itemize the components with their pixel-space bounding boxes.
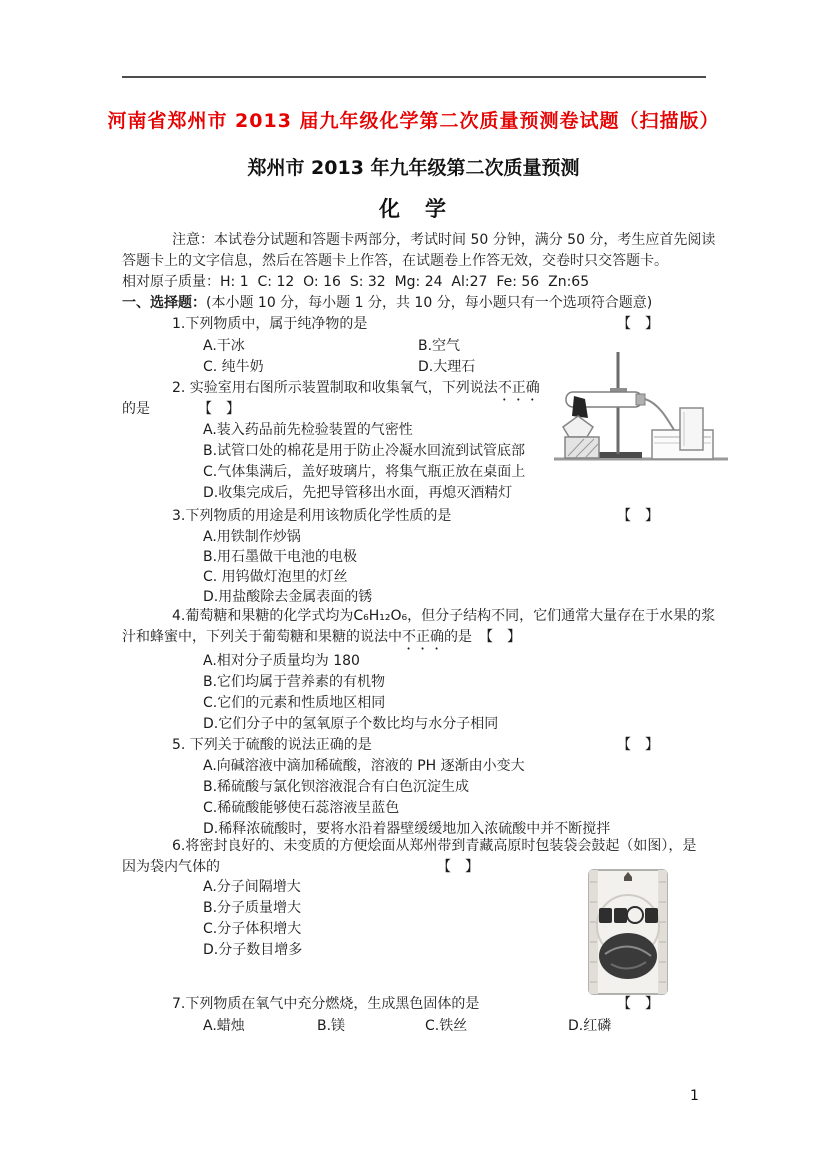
- q2-answer-bracket: 【 】: [198, 401, 240, 417]
- q4-stem-line-2: [122, 627, 718, 648]
- q5-option-b: B.稀硫酸与氯化钡溶液混合有白色沉淀生成: [203, 779, 470, 795]
- q7-answer-bracket: 【 】: [617, 996, 659, 1012]
- q3-option-a: A.用铁制作炒锅: [203, 529, 301, 545]
- q6-option-b: B.分子质量增大: [203, 900, 302, 916]
- q4-option-d: D.它们分子中的氢氧原子个数比均与水分子相同: [203, 716, 499, 732]
- section-header: [122, 293, 718, 314]
- q2-option-d: D.收集完成后，先把导管移出水面，再熄灭酒精灯: [203, 485, 513, 501]
- notice-line-1: 注意：本试卷分试题和答题卡两部分，考试时间 50 分钟，满分 50 分，考生应首先阅读: [172, 232, 716, 248]
- section-label: 一、选择题：: [122, 295, 206, 311]
- q7-stem: 7.下列物质在氧气中充分燃烧，生成黑色固体的是: [172, 996, 480, 1012]
- q7-stem-line: [122, 994, 718, 1015]
- q6-stem-tail: 因为袋内气体的: [122, 859, 220, 875]
- q2-stem-pre: 2. 实验室用右图所示装置制取和收集氧气，下列说法: [172, 380, 498, 396]
- q1-stem: 1.下列物质中，属于纯净物的是: [172, 316, 368, 332]
- gas-apparatus-figure: [548, 344, 738, 466]
- header-divider-line: [122, 76, 706, 78]
- q7-option-d: D.红磷: [568, 1018, 612, 1034]
- q5-answer-bracket: 【 】: [617, 737, 659, 753]
- q2-option-b: B.试管口处的棉花是用于防止冷凝水回流到试管底部: [203, 443, 526, 459]
- q4-option-c: C.它们的元素和性质地区相同: [203, 695, 386, 711]
- q4-answer-bracket: 【 】: [486, 629, 521, 645]
- exam-title: 郑州市 2013 年九年级第二次质量预测: [247, 157, 580, 179]
- q4-option-b: B.它们均属于营养素的有机物: [203, 674, 386, 690]
- page-title: 河南省郑州市 2013 届九年级化学第二次质量预测卷试题（扫描版）: [107, 110, 720, 132]
- q1-option-c: C. 纯牛奶: [203, 359, 264, 375]
- q2-option-a: A.装入药品前先检验装置的气密性: [203, 422, 413, 438]
- q7-options-row: [122, 1016, 718, 1037]
- q6-option-c: C.分子体积增大: [203, 921, 302, 937]
- q4-stem-tail: 的是: [444, 629, 486, 645]
- q3-option-b: B.用石墨做干电池的电极: [203, 549, 358, 565]
- q6-stem-line-1: 6.将密封良好的、未变质的方便烩面从郑州带到青藏高原时包装袋会鼓起（如图），是: [172, 838, 697, 854]
- q2-option-c: C.气体集满后，盖好玻璃片，将集气瓶正放在桌面上: [203, 464, 526, 480]
- q1-answer-bracket: 【 】: [617, 316, 659, 332]
- q3-stem-line: [122, 506, 718, 527]
- notice-line-2: 答题卡上的文字信息，然后在答题卡上作答，在试题卷上作答无效，交卷时只交答题卡。: [122, 253, 668, 269]
- q5-option-a: A.向碱溶液中滴加稀硫酸，溶液的 PH 逐渐由小变大: [203, 758, 525, 774]
- atomic-masses-line: 相对原子质量：H: 1 C: 12 O: 16 S: 32 Mg: 24 Al:27 Fe: 56 Zn:65: [122, 274, 590, 290]
- q4-stem-emphasis: 不正确: [402, 629, 444, 645]
- noodle-package-figure: [583, 866, 673, 998]
- page-number: 1: [690, 1088, 699, 1104]
- q6-answer-bracket: 【 】: [437, 859, 479, 875]
- q1-option-b: B.空气: [418, 338, 461, 354]
- q6-option-a: A.分子间隔增大: [203, 879, 301, 895]
- q5-stem-line: [122, 735, 718, 756]
- q2-stem-tail: 的是: [122, 401, 150, 417]
- q1-option-a: A.干冰: [203, 338, 245, 354]
- section-desc: (本小题 10 分，每小题 1 分，共 10 分，每小题只有一个选项符合题意): [206, 295, 653, 311]
- q4-stem-pre: 汁和蜂蜜中，下列关于葡萄糖和果糖的说法中: [122, 629, 402, 645]
- subject-title: 化 学: [379, 197, 448, 221]
- q3-option-c: C. 用钨做灯泡里的灯丝: [203, 569, 348, 585]
- q5-option-c: C.稀硫酸能够使石蕊溶液呈蓝色: [203, 800, 400, 816]
- gas-apparatus-diagram: [548, 344, 738, 466]
- q2-stem-emphasis: 不正确: [497, 380, 540, 396]
- q1-stem-line: [122, 314, 718, 335]
- noodle-package-image: [583, 866, 673, 998]
- q6-option-d: D.分子数目增多: [203, 942, 303, 958]
- q5-stem: 5. 下列关于硫酸的说法正确的是: [172, 737, 372, 753]
- q7-option-b: B.镁: [317, 1018, 346, 1034]
- q3-option-d: D.用盐酸除去金属表面的锈: [203, 589, 373, 605]
- q3-answer-bracket: 【 】: [617, 508, 659, 524]
- q7-option-c: C.铁丝: [425, 1018, 468, 1034]
- q4-option-a: A.相对分子质量均为 180: [203, 653, 360, 669]
- q7-option-a: A.蜡烛: [203, 1018, 245, 1034]
- q3-stem: 3.下列物质的用途是利用该物质化学性质的是: [172, 508, 452, 524]
- q4-stem-line-1: 4.葡萄糖和果糖的化学式均为C₆H₁₂O₆，但分子结构不同，它们通常大量存在于水果的浆: [172, 608, 716, 624]
- q5-option-d: D.稀释浓硫酸时，要将水沿着器壁缓缓地加入浓硫酸中并不断搅拌: [203, 821, 611, 837]
- q1-option-d: D.大理石: [418, 359, 476, 375]
